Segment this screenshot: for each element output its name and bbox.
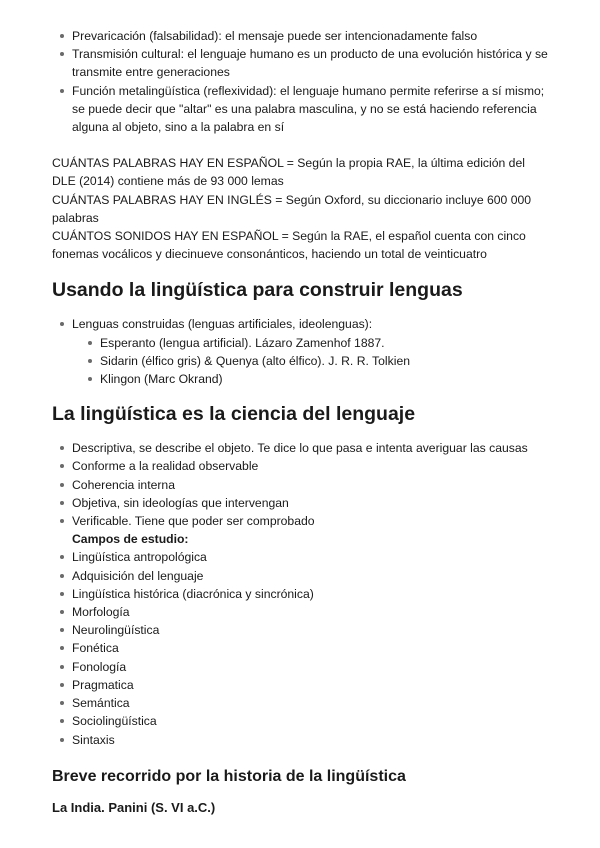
list-item: Descriptiva, se describe el objeto. Te dice lo que pasa e intenta averiguar las causas — [52, 439, 548, 457]
list-item: Adquisición del lenguaje — [52, 567, 548, 585]
fact-english-words: CUÁNTAS PALABRAS HAY EN INGLÉS = Según Oxford, su diccionario incluye 600 000 palabras — [52, 192, 532, 225]
construir-list — [52, 315, 548, 388]
sub-list-item: Esperanto (lengua artificial). Lázaro Zamenhof 1887. — [52, 334, 548, 352]
list-item: Lingüística histórica (diacrónica y sincrónica) — [52, 585, 548, 603]
list-item: Conforme a la realidad observable — [52, 457, 548, 475]
fact-spanish-words: CUÁNTAS PALABRAS HAY EN ESPAÑOL = Según la propia RAE, la última edición del DLE (2014) contiene más de 93 000 lemas — [52, 156, 525, 189]
list-item: Prevaricación (falsabilidad): el mensaje puede ser intencionadamente falso — [52, 27, 548, 45]
list-item: Transmisión cultural: el lenguaje humano es un producto de una evolución histórica y se transmite entre generaciones — [52, 45, 548, 81]
campos-label: Campos de estudio: — [72, 532, 189, 547]
heading-historia-linguistica: Breve recorrido por la historia de la lingüística — [52, 767, 406, 785]
sub-list-item: Klingon (Marc Okrand) — [52, 370, 548, 388]
list-item: Sociolingüística — [52, 712, 548, 730]
list-item: Morfología — [52, 603, 548, 621]
list-item: Sintaxis — [52, 731, 548, 749]
fact-spanish-sounds: CUÁNTOS SONIDOS HAY EN ESPAÑOL = Según la RAE, el español cuenta con cinco fonemas vocálicos y diecinueve consonánticos, haciendo un total de veinticuatro — [52, 229, 526, 262]
list-item: Función metalingüística (reflexividad): el lenguaje humano permite referirse a sí mismo; se puede decir que "altar" es una palabra masculina, y no se está haciendo referencia alguna al objeto, sino a la palabra en sí — [52, 82, 548, 137]
list-item: Neurolingüística — [52, 621, 548, 639]
list-item: Objetiva, sin ideologías que intervengan — [52, 494, 548, 512]
list-item: Fonética — [52, 639, 548, 657]
list-item: Pragmatica — [52, 676, 548, 694]
facts-paragraphs — [52, 154, 548, 263]
ciencia-list — [52, 439, 548, 748]
list-item: Semántica — [52, 694, 548, 712]
list-item: Verificable. Tiene que poder ser comprobado — [52, 512, 548, 530]
list-item: Coherencia interna — [52, 476, 548, 494]
list-item: Lenguas construidas (lenguas artificiales, ideolenguas): — [52, 315, 548, 333]
heading-construir-lenguas: Usando la lingüística para construir lenguas — [52, 279, 463, 302]
subheading-india-panini: La India. Panini (S. VI a.C.) — [52, 799, 216, 815]
intro-bullet-list — [52, 27, 548, 136]
heading-ciencia-lenguaje: La lingüística es la ciencia del lenguaje — [52, 403, 416, 426]
list-item: Lingüística antropológica — [52, 548, 548, 566]
sub-list-item: Sidarin (élfico gris) & Quenya (alto élfico). J. R. R. Tolkien — [52, 352, 548, 370]
list-item: Fonología — [52, 658, 548, 676]
